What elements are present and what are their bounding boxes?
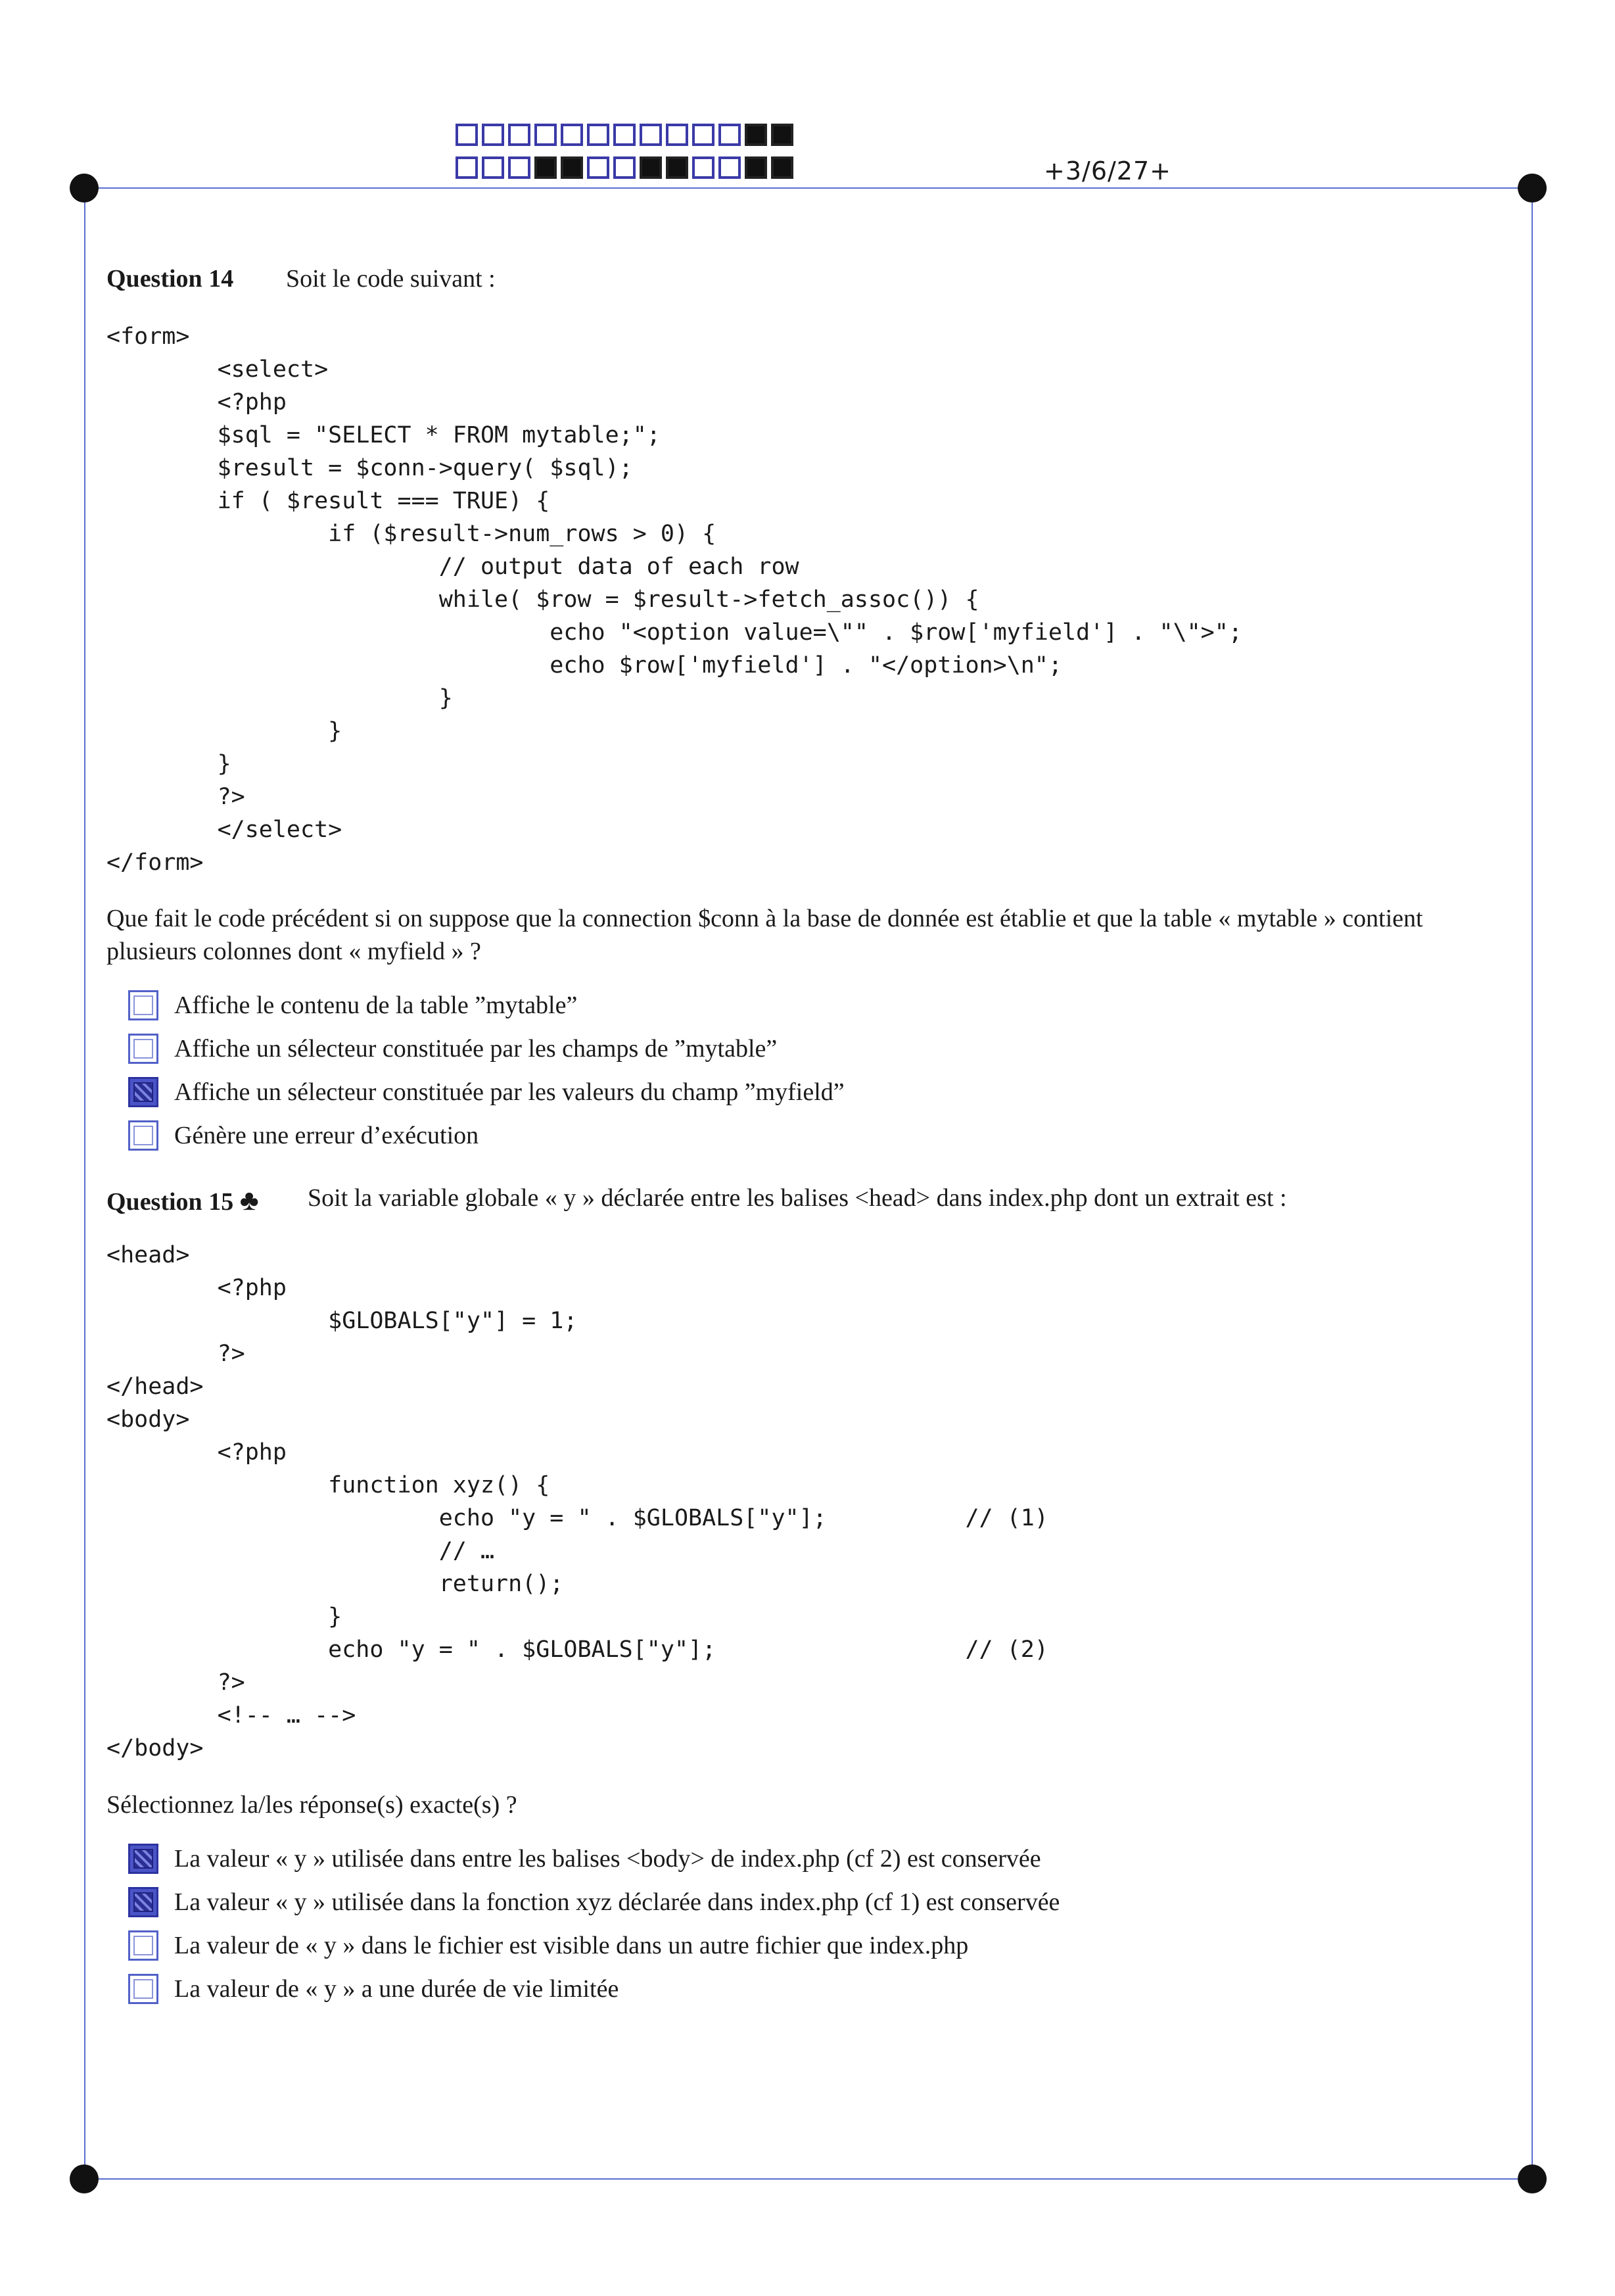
corner-mark-top-left — [70, 174, 99, 203]
frame-bottom-line — [84, 2178, 1533, 2180]
code-line: return(); — [106, 1571, 564, 1597]
code-line: echo $row['myfield'] . "</option>\n"; — [106, 652, 1062, 679]
code-line: <?php — [106, 1439, 287, 1466]
code-line: <select> — [106, 356, 329, 383]
answer-option[interactable] — [128, 1880, 1060, 1924]
question-15-intro: Soit la variable globale « y » déclarée entre les balises <head> dans index.php dont un extrait est : — [308, 1184, 1287, 1212]
barcode-cell — [508, 156, 530, 179]
page-identifier: +3/6/27+ — [1044, 156, 1171, 185]
answer-text: La valeur « y » utilisée dans entre les balises <body> de index.php (cf 2) est conservée — [174, 1845, 1041, 1873]
corner-mark-bottom-left — [70, 2164, 99, 2193]
answer-text: La valeur de « y » a une durée de vie limitée — [174, 1975, 619, 2003]
code-line: <!-- … --> — [106, 1702, 356, 1729]
question-14-label — [106, 264, 233, 293]
code-line: ?> — [106, 784, 245, 810]
barcode-cell — [640, 156, 662, 179]
code-line: echo "y = " . $GLOBALS["y"]; // (2) — [106, 1637, 1048, 1663]
barcode-cell — [692, 156, 714, 179]
barcode-cell — [718, 124, 741, 146]
code-line: $sql = "SELECT * FROM mytable;"; — [106, 422, 661, 448]
answer-option[interactable] — [128, 1837, 1060, 1880]
answer-text: Affiche un sélecteur constituée par les champs de ”mytable” — [174, 1035, 778, 1063]
code-line: <head> — [106, 1242, 190, 1268]
barcode-cell — [534, 156, 557, 179]
answer-text: Génère une erreur d’exécution — [174, 1122, 479, 1149]
barcode-cell — [692, 124, 714, 146]
code-line: ?> — [106, 1341, 245, 1367]
answer-option[interactable] — [128, 1924, 1060, 1967]
question-14-intro: Soit le code suivant : — [286, 265, 496, 293]
answer-checkbox[interactable] — [128, 1034, 158, 1064]
question-14-code-block — [106, 320, 1242, 879]
question-15-prompt: Sélectionnez la/les réponse(s) exacte(s) ? — [106, 1791, 517, 1819]
code-line: </body> — [106, 1735, 204, 1761]
barcode-cell — [771, 124, 793, 146]
code-line: } — [106, 751, 231, 777]
answer-checkbox[interactable] — [128, 1887, 158, 1917]
answer-checkbox[interactable] — [128, 1120, 158, 1151]
barcode-cell — [771, 156, 793, 179]
answer-text: La valeur « y » utilisée dans la fonction xyz déclarée dans index.php (cf 1) est conservée — [174, 1888, 1060, 1916]
code-line: while( $row = $result->fetch_assoc()) { — [106, 586, 979, 613]
code-line: </select> — [106, 817, 342, 843]
page-barcode-row-2 — [456, 156, 797, 179]
page-barcode-row-1 — [456, 124, 797, 146]
answer-option[interactable] — [128, 1967, 1060, 2011]
answer-option[interactable] — [128, 1027, 845, 1070]
frame-top-line — [84, 187, 1533, 189]
barcode-cell — [718, 156, 741, 179]
club-icon: ♣ — [239, 1184, 259, 1216]
answer-checkbox[interactable] — [128, 1974, 158, 2004]
code-line: ?> — [106, 1669, 245, 1696]
code-line: <body> — [106, 1406, 190, 1433]
corner-mark-bottom-right — [1518, 2164, 1547, 2193]
frame-right-line — [1532, 187, 1533, 2180]
question-number: Question 15 — [106, 1188, 234, 1216]
question-number: Question 14 — [106, 265, 234, 293]
barcode-cell — [666, 156, 688, 179]
barcode-cell — [561, 124, 583, 146]
barcode-cell — [640, 124, 662, 146]
answer-option[interactable] — [128, 1070, 845, 1114]
code-line: $result = $conn->query( $sql); — [106, 455, 633, 481]
question-15-code-block — [106, 1239, 1048, 1765]
answer-text: La valeur de « y » dans le fichier est visible dans un autre fichier que index.php — [174, 1932, 969, 1959]
barcode-cell — [587, 124, 609, 146]
code-line: if ( $result === TRUE) { — [106, 488, 550, 514]
code-line: } — [106, 685, 453, 711]
code-line: <?php — [106, 389, 287, 416]
barcode-cell — [613, 156, 636, 179]
answer-checkbox[interactable] — [128, 1930, 158, 1961]
question-15-answers — [128, 1837, 1060, 2011]
code-line: $GLOBALS["y"] = 1; — [106, 1308, 578, 1334]
barcode-cell — [508, 124, 530, 146]
barcode-cell — [666, 124, 688, 146]
code-line: } — [106, 718, 342, 744]
answer-checkbox[interactable] — [128, 990, 158, 1020]
code-line: // output data of each row — [106, 554, 799, 580]
code-line: } — [106, 1604, 342, 1630]
barcode-cell — [456, 124, 478, 146]
code-line: </head> — [106, 1374, 204, 1400]
barcode-cell — [745, 124, 767, 146]
code-line: </form> — [106, 849, 204, 876]
code-line: echo "y = " . $GLOBALS["y"]; // (1) — [106, 1505, 1048, 1531]
barcode-cell — [561, 156, 583, 179]
frame-left-line — [84, 187, 85, 2180]
answer-text: Affiche un sélecteur constituée par les valeurs du champ ”myfield” — [174, 1078, 845, 1106]
answer-checkbox[interactable] — [128, 1844, 158, 1874]
barcode-cell — [534, 124, 557, 146]
code-line: function xyz() { — [106, 1472, 550, 1498]
answer-checkbox[interactable] — [128, 1077, 158, 1107]
barcode-cell — [456, 156, 478, 179]
barcode-cell — [482, 124, 504, 146]
code-line: <form> — [106, 323, 190, 350]
question-15-label — [106, 1184, 259, 1217]
answer-text: Affiche le contenu de la table ”mytable” — [174, 992, 578, 1019]
code-line: // … — [106, 1538, 495, 1564]
code-line: if ($result->num_rows > 0) { — [106, 521, 716, 547]
question-14-answers — [128, 984, 845, 1157]
question-14-prompt: Que fait le code précédent si on suppose que la connection $conn à la base de donnée est établie et que la table « mytable » contient plusieurs colonnes dont « myfield » ? — [106, 905, 1423, 965]
barcode-cell — [745, 156, 767, 179]
answer-option[interactable] — [128, 984, 845, 1027]
code-line: <?php — [106, 1275, 287, 1301]
answer-option[interactable] — [128, 1114, 845, 1157]
barcode-cell — [613, 124, 636, 146]
barcode-cell — [482, 156, 504, 179]
barcode-cell — [587, 156, 609, 179]
code-line: echo "<option value=\"" . $row['myfield'] . "\">"; — [106, 619, 1242, 646]
corner-mark-top-right — [1518, 174, 1547, 203]
